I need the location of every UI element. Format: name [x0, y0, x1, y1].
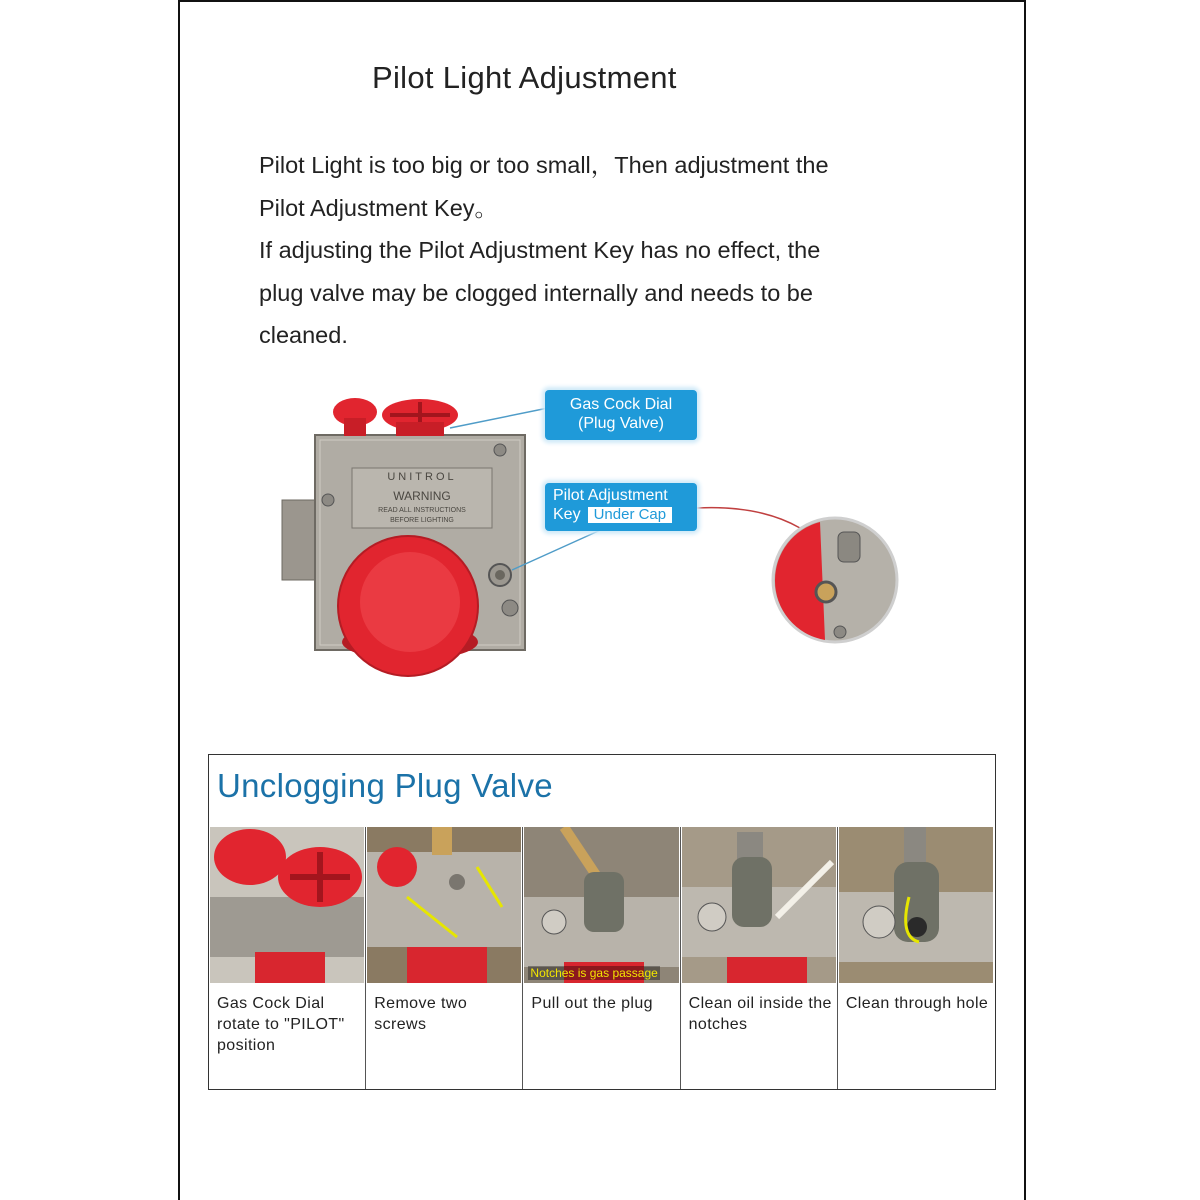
unclogging-panel — [208, 754, 996, 1090]
callout-text: Pilot Adjustment — [553, 487, 668, 504]
step-label: Remove two screws — [374, 995, 468, 1033]
step-photo — [367, 827, 521, 983]
instruction-line: plug valve may be clogged internally and needs to be — [259, 279, 813, 306]
step-photo — [524, 827, 678, 983]
unclogging-title: Unclogging Plug Valve — [217, 767, 553, 804]
under-cap-tag: Under Cap — [587, 506, 674, 524]
step-photo — [682, 827, 836, 983]
valve-diagram — [260, 380, 940, 720]
step-label: Gas Cock Dial rotate to "PILOT" position — [217, 995, 345, 1054]
instruction-line: Pilot Light is too big or too small，Then adjustment the — [259, 152, 829, 178]
pilot-adjustment-key-callout — [545, 483, 697, 531]
instructions-paragraph — [259, 144, 959, 357]
step-cell — [366, 827, 523, 1089]
step-cell — [523, 827, 680, 1089]
valve-warning-subtext: BEFORE LIGHTING — [390, 517, 454, 524]
valve-brand-text: UNITROL — [387, 471, 457, 483]
instruction-line: cleaned. — [259, 322, 348, 348]
step-photo — [839, 827, 993, 983]
step-label: Clean oil inside the notches — [688, 995, 832, 1033]
callout-text: Gas Cock Dial — [569, 396, 673, 413]
step-label: Pull out the plug — [531, 995, 653, 1012]
valve-warning-subtext: READ ALL INSTRUCTIONS — [378, 507, 466, 514]
instruction-line: Pilot Adjustment Key。 — [259, 194, 499, 221]
instruction-line: If adjusting the Pilot Adjustment Key has no effect, the — [259, 237, 821, 263]
valve-warning-text: WARNING — [393, 489, 451, 503]
steps-row — [209, 827, 994, 1089]
callout-text: (Plug Valve) — [578, 415, 664, 432]
step-label: Clean through hole — [845, 995, 989, 1012]
step-cell — [681, 827, 838, 1089]
callout-text: Key — [553, 506, 581, 523]
page-title: Pilot Light Adjustment — [372, 60, 677, 95]
gas-cock-dial-callout — [545, 390, 697, 440]
step-cell — [209, 827, 366, 1089]
notch-note: Notches is gas passage — [530, 966, 658, 980]
step-cell — [838, 827, 994, 1089]
step-photo — [210, 827, 364, 983]
